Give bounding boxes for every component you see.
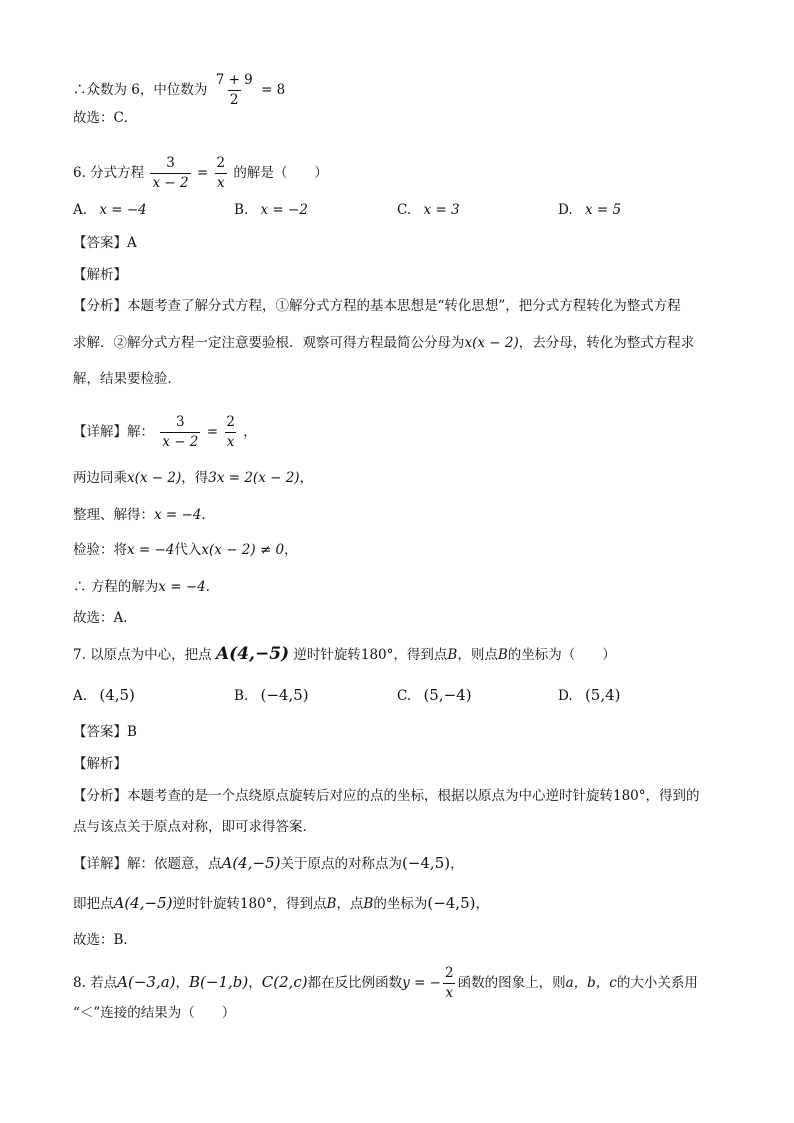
math: B xyxy=(363,896,374,912)
option-value: (4,5) xyxy=(99,686,135,704)
option-value: (5,4) xyxy=(584,686,621,704)
fraction-denominator: x − 2 xyxy=(152,175,189,191)
q7-analysis-line-1 xyxy=(73,786,734,806)
text: 的解是（ ） xyxy=(233,165,328,181)
math: A(4,−5) xyxy=(113,894,173,912)
option-value: (−4,5) xyxy=(260,686,309,704)
q6-option-c xyxy=(397,202,460,218)
option-value: (5,−4) xyxy=(423,686,472,704)
math: x = −4 xyxy=(158,579,206,595)
fraction-denominator: x xyxy=(445,985,454,1001)
math: B xyxy=(447,647,458,663)
fraction xyxy=(214,72,255,109)
q7-option-d xyxy=(558,686,621,704)
q6-answer: 【答案】A xyxy=(73,235,137,251)
text: 8. 若点 xyxy=(73,975,118,991)
q6-step-3 xyxy=(73,540,734,560)
text: ，去分母，转化为整式方程求 xyxy=(518,335,695,351)
question-8-stem xyxy=(73,965,734,1002)
option-label: B. xyxy=(234,688,249,704)
math: A(−3,a) xyxy=(117,973,176,991)
text: ， xyxy=(284,542,298,558)
fraction-denominator: x xyxy=(216,175,225,191)
question-7-stem xyxy=(73,644,734,665)
text: 7. 以原点为中心，把点 xyxy=(73,647,212,663)
text: ，得到点 xyxy=(393,647,448,663)
fraction xyxy=(224,414,237,451)
q6-analysis-line-1: 【分析】本题考查了解分式方程，①解分式方程的基本思想是“转化思想”，把分式方程转化为整式方程 xyxy=(73,298,681,314)
math: 3x = 2(x − 2) xyxy=(208,470,300,486)
option-value: x = 3 xyxy=(423,202,460,218)
q6-choose: 故选：A． xyxy=(73,610,137,626)
question-6-stem xyxy=(73,155,734,192)
text: 代入 xyxy=(174,542,202,558)
fraction-denominator: x xyxy=(226,434,235,450)
text: ∴众数为 6，中位数为 xyxy=(73,82,208,98)
q7-jiexi: 【解析】 xyxy=(73,756,127,772)
text: 【分析】本题考查的是一个点绕原点旋转后对应的点的坐标，根据以原点为中心逆时针旋转 xyxy=(73,788,613,804)
q7-option-b xyxy=(234,686,309,704)
fraction-numerator: 2 xyxy=(445,965,454,981)
math: x(x − 2) ≠ 0 xyxy=(201,542,285,558)
q6-jiexi: 【解析】 xyxy=(73,267,127,283)
math: (−4,5) xyxy=(401,854,451,872)
option-value: x = −4 xyxy=(99,202,147,218)
option-label: C. xyxy=(397,688,412,704)
text: ， xyxy=(450,856,464,872)
option-label: B. xyxy=(234,202,249,218)
text: ， xyxy=(175,975,190,991)
q6-option-d xyxy=(558,202,621,218)
q6-option-a xyxy=(73,202,147,218)
text: ，点 xyxy=(336,896,364,912)
q7-option-a xyxy=(73,686,135,704)
text: ， xyxy=(243,424,257,440)
text: ． xyxy=(201,507,215,523)
fraction-denominator: x − 2 xyxy=(162,434,199,450)
text: 检验：将 xyxy=(73,542,127,558)
option-label: A. xyxy=(73,202,88,218)
fraction xyxy=(443,965,456,1002)
math: a，b，c xyxy=(565,975,617,991)
fraction xyxy=(160,414,200,451)
option-label: D. xyxy=(558,688,573,704)
q7-step-1 xyxy=(73,893,734,914)
fraction-numerator: 7 + 9 xyxy=(215,72,253,88)
math: y = − xyxy=(402,975,441,991)
math: A(4,−5) xyxy=(221,854,281,872)
text: ， xyxy=(248,975,262,991)
math: x(x − 2) xyxy=(127,470,182,486)
math: B xyxy=(326,896,337,912)
q6-step-2 xyxy=(73,505,734,525)
math: 180° xyxy=(239,896,273,912)
text: 即把点 xyxy=(73,896,114,912)
text: 求解．②解分式方程一定注意要验根．观察可得方程最简公分母为 xyxy=(73,335,465,351)
text: ，得到点 xyxy=(272,896,327,912)
q7-analysis-line-2: 点与该点关于原点对称，即可求得答案． xyxy=(73,819,316,835)
q7-answer: 【答案】B xyxy=(73,724,137,740)
q7-choose: 故选：B． xyxy=(73,932,137,948)
text: ， xyxy=(299,470,314,486)
line-choose-c: 故选：C． xyxy=(73,110,138,126)
math: C(2,c) xyxy=(261,973,308,991)
text: 【详解】解： xyxy=(73,424,154,440)
math: B xyxy=(497,647,508,663)
fraction-numerator: 2 xyxy=(216,155,226,171)
math: (−4,5) xyxy=(427,894,476,912)
text: 6. 分式方程 xyxy=(73,165,145,181)
text: 整理、解得： xyxy=(73,507,154,523)
text: 函数的图象上，则 xyxy=(457,975,566,991)
math: x = −4 xyxy=(154,507,202,523)
text: 逆时针旋转 xyxy=(293,647,361,663)
fraction-denominator: 2 xyxy=(229,92,239,108)
text: = 8 xyxy=(261,82,286,98)
q6-analysis-line-2 xyxy=(73,333,734,353)
text: 的大小关系用 xyxy=(616,975,698,991)
question-8-stem-line-2: “＜”连接的结果为（ ） xyxy=(73,1005,236,1021)
text: 两边同乘 xyxy=(73,470,127,486)
text: ，得 xyxy=(181,470,209,486)
text: ∴ 方程的解为 xyxy=(73,579,159,595)
text: 逆时针旋转 xyxy=(172,896,240,912)
text: = xyxy=(196,165,209,181)
fraction-numerator: 3 xyxy=(166,155,175,171)
text: ， xyxy=(475,896,489,912)
math: B(−1,b) xyxy=(189,973,249,991)
q7-detail xyxy=(73,853,734,874)
line-mode-median xyxy=(73,72,734,109)
option-label: A. xyxy=(73,688,88,704)
text: ． xyxy=(205,579,220,595)
text: 都在反比例函数 xyxy=(307,975,403,991)
text: 【详解】解：依题意，点 xyxy=(73,856,222,872)
math: 180° xyxy=(360,647,394,663)
fraction-numerator: 3 xyxy=(176,414,185,430)
q7-option-c xyxy=(397,686,472,704)
fraction xyxy=(150,155,190,192)
text: 的坐标为（ ） xyxy=(507,647,616,663)
q6-detail xyxy=(73,414,734,451)
q6-step-4 xyxy=(73,577,734,597)
option-label: C. xyxy=(397,202,412,218)
text: = xyxy=(206,424,219,440)
option-value: x = 5 xyxy=(584,202,622,218)
math: x(x − 2) xyxy=(464,335,519,351)
text: 的坐标为 xyxy=(373,896,428,912)
fraction xyxy=(214,155,227,192)
text: ，则点 xyxy=(457,647,498,663)
q6-analysis-line-3: 解，结果要检验． xyxy=(73,371,181,387)
math: x = −4 xyxy=(127,542,175,558)
math: A(4,−5) xyxy=(215,644,290,664)
option-label: D. xyxy=(558,202,573,218)
text: ，得到的 xyxy=(645,788,700,804)
q6-option-b xyxy=(234,202,308,218)
fraction-numerator: 2 xyxy=(226,414,235,430)
q6-step-1 xyxy=(73,468,734,488)
option-value: x = −2 xyxy=(260,202,308,218)
math: 180° xyxy=(613,788,646,804)
text: 关于原点的对称点为 xyxy=(280,856,402,872)
